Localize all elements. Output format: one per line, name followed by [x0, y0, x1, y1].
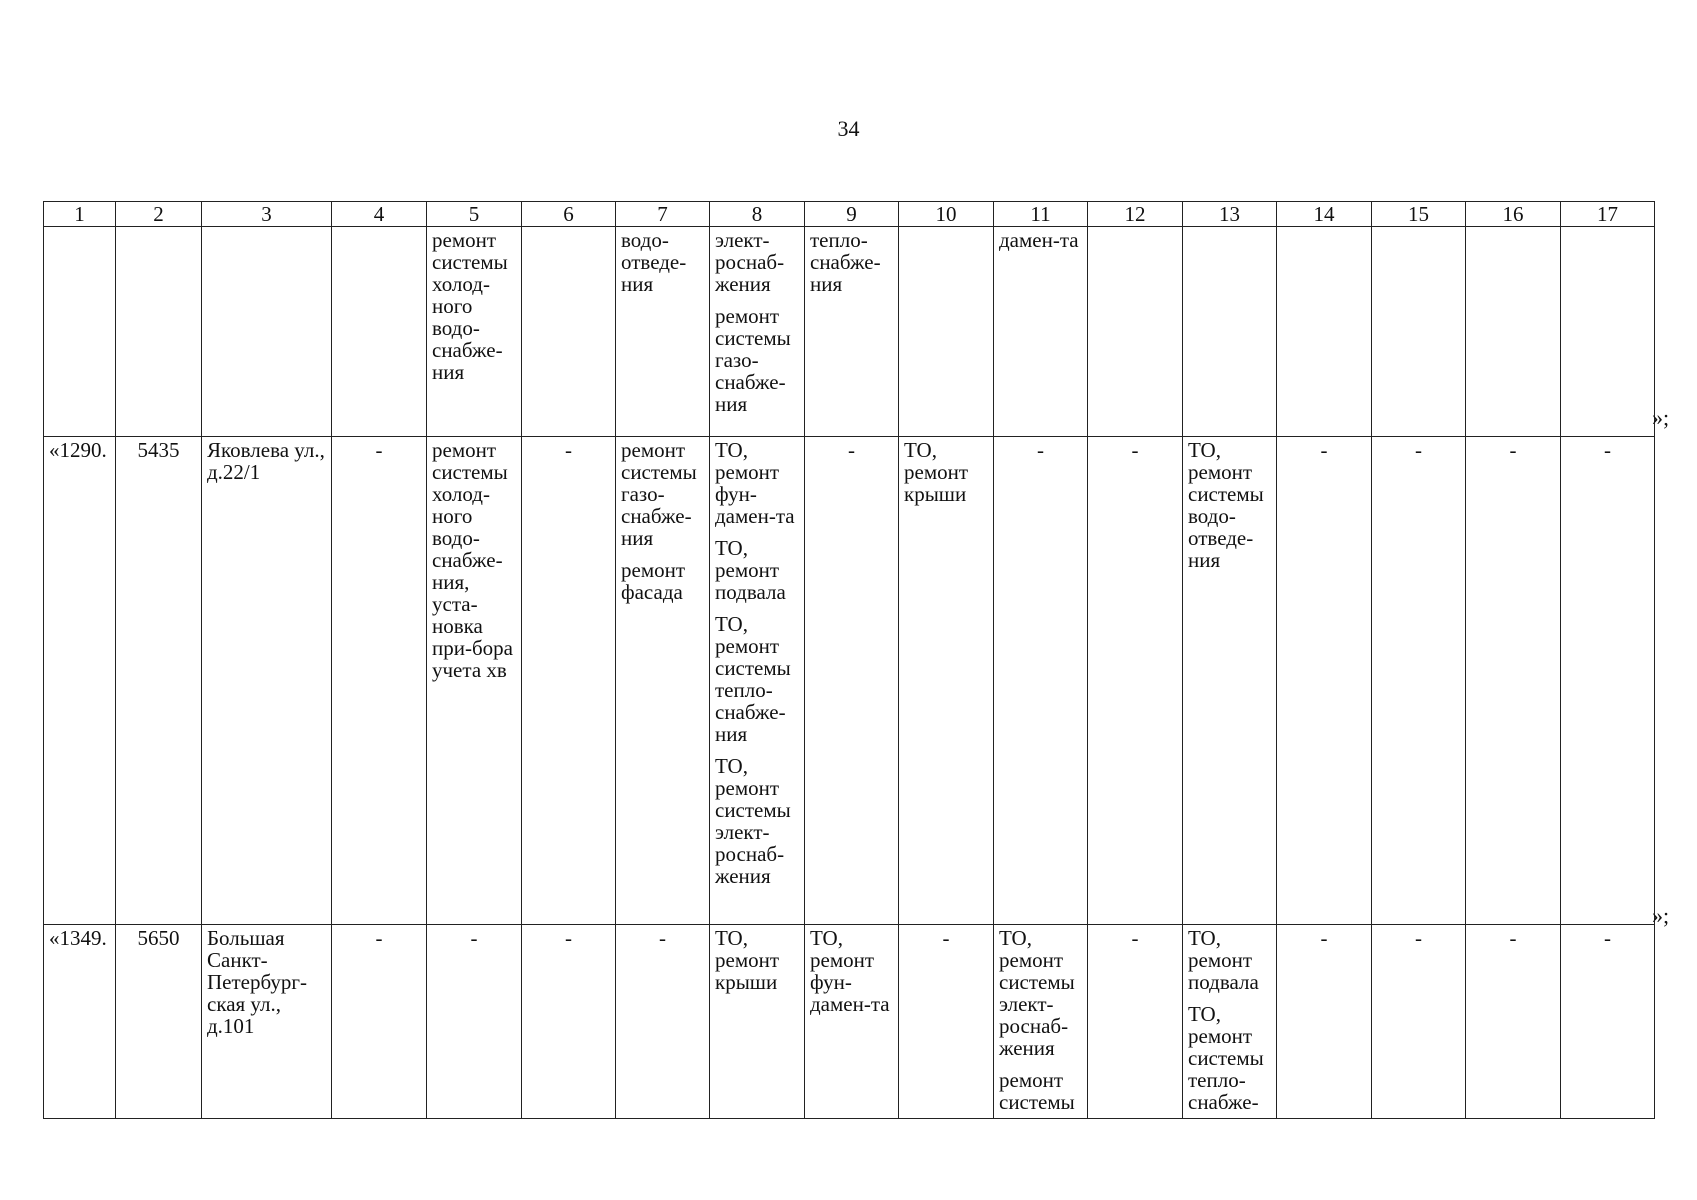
table-cell — [616, 227, 710, 437]
column-number: 1 — [44, 202, 116, 227]
table-cell — [1088, 227, 1183, 437]
table-cell — [1088, 437, 1183, 925]
cell-entry: - — [1509, 438, 1517, 462]
table-cell — [1372, 227, 1466, 437]
cell-entry: ТО, ремонт фун-дамен-та — [715, 438, 795, 528]
cell-entry: - — [375, 926, 383, 950]
table-cell — [202, 437, 332, 925]
table-cell — [1372, 925, 1466, 1119]
table-cell — [994, 227, 1088, 437]
cell-entry: - — [1131, 438, 1139, 462]
cell-entry: дамен-та — [999, 228, 1079, 252]
cell-entry: ТО, ремонт системы элект-роснаб-жения — [715, 754, 791, 888]
column-number-row — [44, 202, 1655, 227]
table-cell — [1466, 925, 1561, 1119]
cell-entry: ремонт системы газо-снабже-ния — [715, 304, 791, 416]
table-cell — [332, 437, 427, 925]
cell-entry: Большая Санкт-Петербург-ская ул., д.101 — [207, 926, 307, 1038]
cell-entry: ремонт системы холод-ного водо-снабже-ния, уста-новка при-бора учета хв — [432, 438, 513, 682]
table-cell — [202, 227, 332, 437]
table-cell — [1561, 437, 1655, 925]
table-cell — [616, 925, 710, 1119]
table-cell — [44, 925, 116, 1119]
table-cell — [1183, 437, 1277, 925]
table-cell — [1277, 227, 1372, 437]
cell-entry: «1349. — [49, 926, 107, 950]
column-number: 10 — [899, 202, 994, 227]
table-cell — [710, 437, 805, 925]
cell-entry: ТО, ремонт подвала — [1188, 926, 1259, 994]
cell-entry: - — [1604, 438, 1611, 462]
cell-entry: - — [659, 926, 666, 950]
column-number: 17 — [1561, 202, 1655, 227]
table-cell — [899, 925, 994, 1119]
cell-entry: ТО, ремонт крыши — [715, 926, 780, 994]
table-cell — [710, 925, 805, 1119]
cell-entry: элект-роснаб-жения — [715, 228, 785, 296]
cell-entry: - — [565, 926, 572, 950]
column-number: 8 — [710, 202, 805, 227]
cell-entry: Яковлева ул., д.22/1 — [207, 438, 325, 484]
cell-entry: - — [1131, 926, 1139, 950]
cell-entry: - — [848, 438, 855, 462]
cell-entry: 5435 — [137, 438, 180, 462]
column-number: 3 — [202, 202, 332, 227]
table-cell — [1277, 925, 1372, 1119]
cell-entry: ТО, ремонт системы элект-роснаб-жения — [999, 926, 1075, 1060]
table-cell — [1466, 227, 1561, 437]
table-cell — [44, 437, 116, 925]
table-row — [44, 925, 1655, 1119]
column-number: 11 — [994, 202, 1088, 227]
table-cell — [522, 227, 616, 437]
column-number: 12 — [1088, 202, 1183, 227]
table-cell — [116, 227, 202, 437]
table-cell — [1183, 925, 1277, 1119]
cell-entry: - — [1320, 438, 1328, 462]
table-cell — [522, 437, 616, 925]
cell-entry: ремонт системы газо-снабже-ния — [621, 438, 697, 550]
table-cell — [899, 437, 994, 925]
column-number: 14 — [1277, 202, 1372, 227]
table-cell — [805, 437, 899, 925]
table-cell — [899, 227, 994, 437]
table-cell — [1372, 437, 1466, 925]
cell-entry: - — [1415, 438, 1422, 462]
table-cell — [994, 437, 1088, 925]
cell-entry: - — [1604, 926, 1611, 950]
table-row — [44, 227, 1655, 437]
column-number: 4 — [332, 202, 427, 227]
table-cell — [1088, 925, 1183, 1119]
cell-entry: ТО, ремонт системы тепло-снабже-ния — [715, 612, 791, 746]
table-cell — [710, 227, 805, 437]
table-cell — [427, 227, 522, 437]
data-table — [43, 201, 1655, 1119]
column-number: 13 — [1183, 202, 1277, 227]
table-cell — [1561, 925, 1655, 1119]
table-cell — [427, 437, 522, 925]
table-cell — [1183, 227, 1277, 437]
cell-entry: ТО, ремонт фун-дамен-та — [810, 926, 890, 1016]
column-number: 15 — [1372, 202, 1466, 227]
cell-entry: - — [470, 926, 478, 950]
cell-entry: водо-отведе-ния — [621, 228, 687, 296]
column-number: 2 — [116, 202, 202, 227]
table-cell — [116, 925, 202, 1119]
column-number: 16 — [1466, 202, 1561, 227]
table-cell — [805, 925, 899, 1119]
page-number: 34 — [837, 116, 860, 141]
table-cell — [616, 437, 710, 925]
cell-entry: ремонт системы холод-ного водо-снабже-ния — [432, 228, 508, 384]
table-cell — [522, 925, 616, 1119]
table-cell — [202, 925, 332, 1119]
cell-entry: тепло-снабже-ния — [810, 228, 881, 296]
table-cell — [1277, 437, 1372, 925]
cell-entry: «1290. — [49, 438, 107, 462]
cell-entry: ремонт системы — [999, 1068, 1075, 1114]
table-cell — [44, 227, 116, 437]
cell-entry: - — [1415, 926, 1422, 950]
cell-entry: ТО, ремонт подвала — [715, 536, 786, 604]
column-number: 5 — [427, 202, 522, 227]
table-row — [44, 437, 1655, 925]
cell-entry: ремонт фасада — [621, 558, 686, 604]
table-cell — [332, 925, 427, 1119]
table-cell — [1466, 437, 1561, 925]
cell-entry: ТО, ремонт системы водо-отведе-ния — [1188, 438, 1264, 572]
cell-entry: - — [1037, 438, 1044, 462]
cell-entry: ТО, ремонт крыши — [904, 438, 969, 506]
cell-entry: - — [1509, 926, 1517, 950]
cell-entry: - — [1320, 926, 1328, 950]
row-closing-quote: »; — [1652, 405, 1670, 430]
table-cell — [1561, 227, 1655, 437]
column-number: 9 — [805, 202, 899, 227]
cell-entry: - — [375, 438, 383, 462]
table-cell — [116, 437, 202, 925]
cell-entry: - — [942, 926, 950, 950]
column-number: 6 — [522, 202, 616, 227]
cell-entry: - — [565, 438, 572, 462]
cell-entry: ТО, ремонт системы тепло-снабже- — [1188, 1002, 1264, 1114]
table-cell — [332, 227, 427, 437]
cell-entry: 5650 — [137, 926, 180, 950]
row-closing-quote: »; — [1652, 903, 1670, 928]
column-number: 7 — [616, 202, 710, 227]
table-cell — [427, 925, 522, 1119]
table-cell — [805, 227, 899, 437]
table-cell — [994, 925, 1088, 1119]
